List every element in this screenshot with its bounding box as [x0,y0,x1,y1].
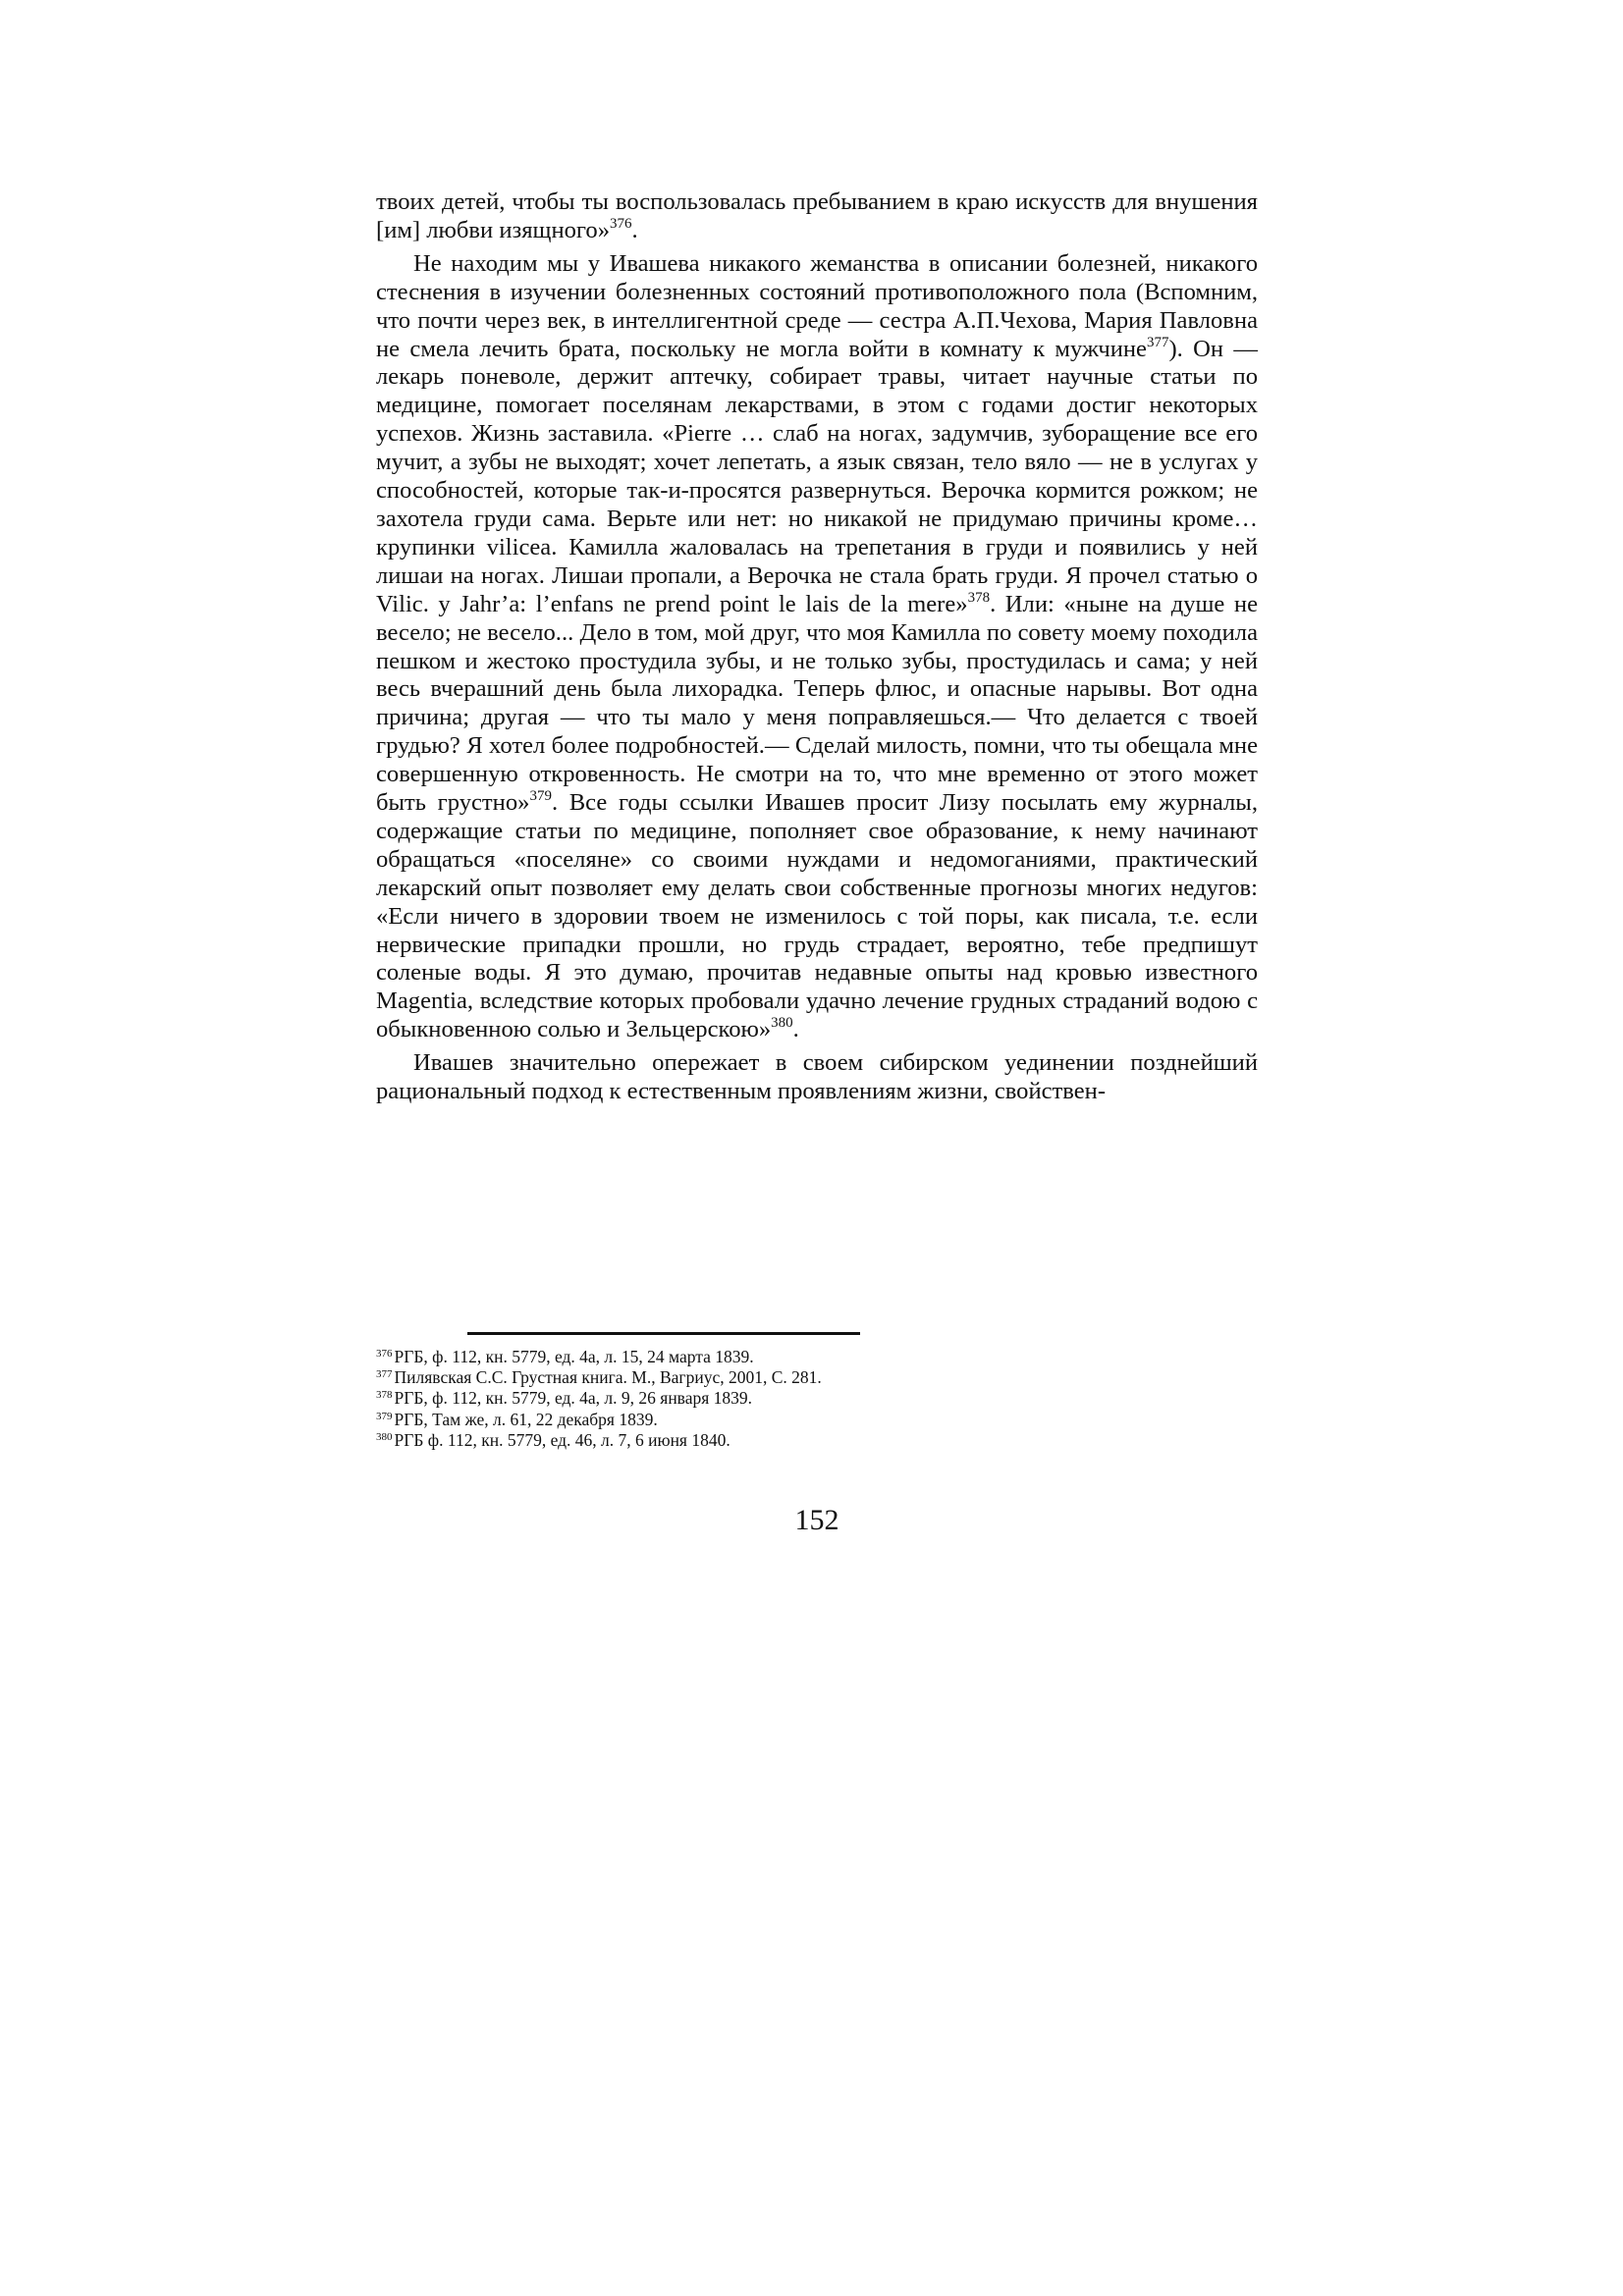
page [376,188,1259,1536]
footnote-ref: 377 [1146,334,1169,350]
footnote-text: РГБ ф. 112, кн. 5779, ед. 46, л. 7, 6 июня 1840. [394,1429,730,1450]
paragraph [376,1049,1258,1106]
text-run: . Все годы ссылки Ивашев просит Лизу посылать ему журналы, содержащие статьи по медицине, пополняет свое образование, к нему начинают обращаться «поселяне» со своими нуждами и недомоганиями, практический лекарский опыт позволяет ему делать свои собственные прогнозы многих недугов: «Если ничего в здоровии твоем не изменилось с той поры, как писала, т.е. если нервические припадки прошли, но грудь страдает, вероятно, тебе предпишут соленые воды. Я это думаю, прочитав недавные опыты над кровью известного Magentia, вследствие которых пробовали удачно лечение грудных страданий водою с обыкновенною солью и Зельцерскою» [376,789,1258,1043]
footnote-ref: 376 [610,215,632,232]
footnote [376,1410,1258,1430]
footnote [376,1347,1258,1367]
footnote [376,1430,1258,1451]
footnote-number: 377 [376,1368,393,1381]
footnote-text: Пилявская С.С. Грустная книга. М., Вагриус, 2001, С. 281. [394,1367,822,1388]
text-run: Ивашев значительно опережает в своем сибирском уединении позднейший рациональный подход к естественным проявлениям жизни, свойствен- [376,1049,1258,1105]
footnote-number: 376 [376,1348,393,1360]
footnote-number: 380 [376,1430,393,1443]
footnote-text: РГБ, Там же, л. 61, 22 декабря 1839. [394,1409,658,1429]
paragraph [376,250,1258,1044]
text-run: твоих детей, чтобы ты воспользовалась пребыванием в краю искусств для внушения [им] любви изящного» [376,188,1258,243]
footnote-separator [467,1332,860,1335]
footnote-number: 379 [376,1410,393,1422]
footnotes [376,1347,1258,1451]
text-run: . [792,1016,799,1043]
footnote-text: РГБ, ф. 112, кн. 5779, ед. 4а, л. 15, 24 марта 1839. [394,1347,754,1366]
text-run: . [631,216,638,243]
text-run: . Или: «ныне на душе не весело; не весело... Дело в том, мой друг, что моя Камилла по совету моему походила пешком и жестоко простудила зубы, и не только зубы, простудилась и сама; у ней весь вчерашний день была лихорадка. Теперь флюс, и опасные нарывы. Вот одна причина; другая — что ты мало у меня поправляешься.— Что делается с твоей грудью? Я хотел более подробностей.— Сделай милость, помни, что ты обещала мне совершенную откровенность. Не смотри на то, что мне временно от этого может быть грустно» [376,590,1259,817]
footnote-ref: 380 [771,1015,793,1032]
footnote [376,1388,1258,1409]
page-number: 152 [794,1504,839,1536]
paragraph [376,188,1258,245]
footnote-number: 378 [376,1389,393,1402]
text-run: Не находим мы у Ивашева никакого жеманства в описании болезней, никакого стеснения в изучении болезненных состояний противоположного пола (Вспомним, что почти через век, в интеллигентной среде — сестра А.П.Чехова, Мария Павловна не смела лечить брата, поскольку не могла войти в комнату к мужчине [376,249,1258,362]
main-text [376,188,1258,1106]
footnote-ref: 379 [529,788,552,805]
footnote-text: РГБ, ф. 112, кн. 5779, ед. 4а, л. 9, 26 января 1839. [394,1388,753,1409]
text-run: ). Он — лекарь поневоле, держит аптечку, собирает травы, читает научные статьи по медицине, помогает поселянам лекарствами, в этом с годами достиг некоторых успехов. Жизнь заставила. «Pierre … слаб на ногах, задумчив, зуборащение все его мучит, а зубы не выходят; хочет лепетать, а язык связан, тело вяло — не в услугах у способностей, которые так-и-просятся развернуться. Верочка кормится рожком; не захотела груди сама. Верьте или нет: но никакой не придумаю причины кроме… крупинки vilicea. Камилла жаловалась на трепетания в груди и появились у ней лишаи на ногах. Лишаи пропали, а Верочка не стала брать груди. Я прочел статью о Vilic. у Jahr’a: l’enfans ne prend point le lais de la mere» [376,335,1258,617]
footnote-ref: 378 [967,589,991,606]
footnote [376,1367,1258,1388]
